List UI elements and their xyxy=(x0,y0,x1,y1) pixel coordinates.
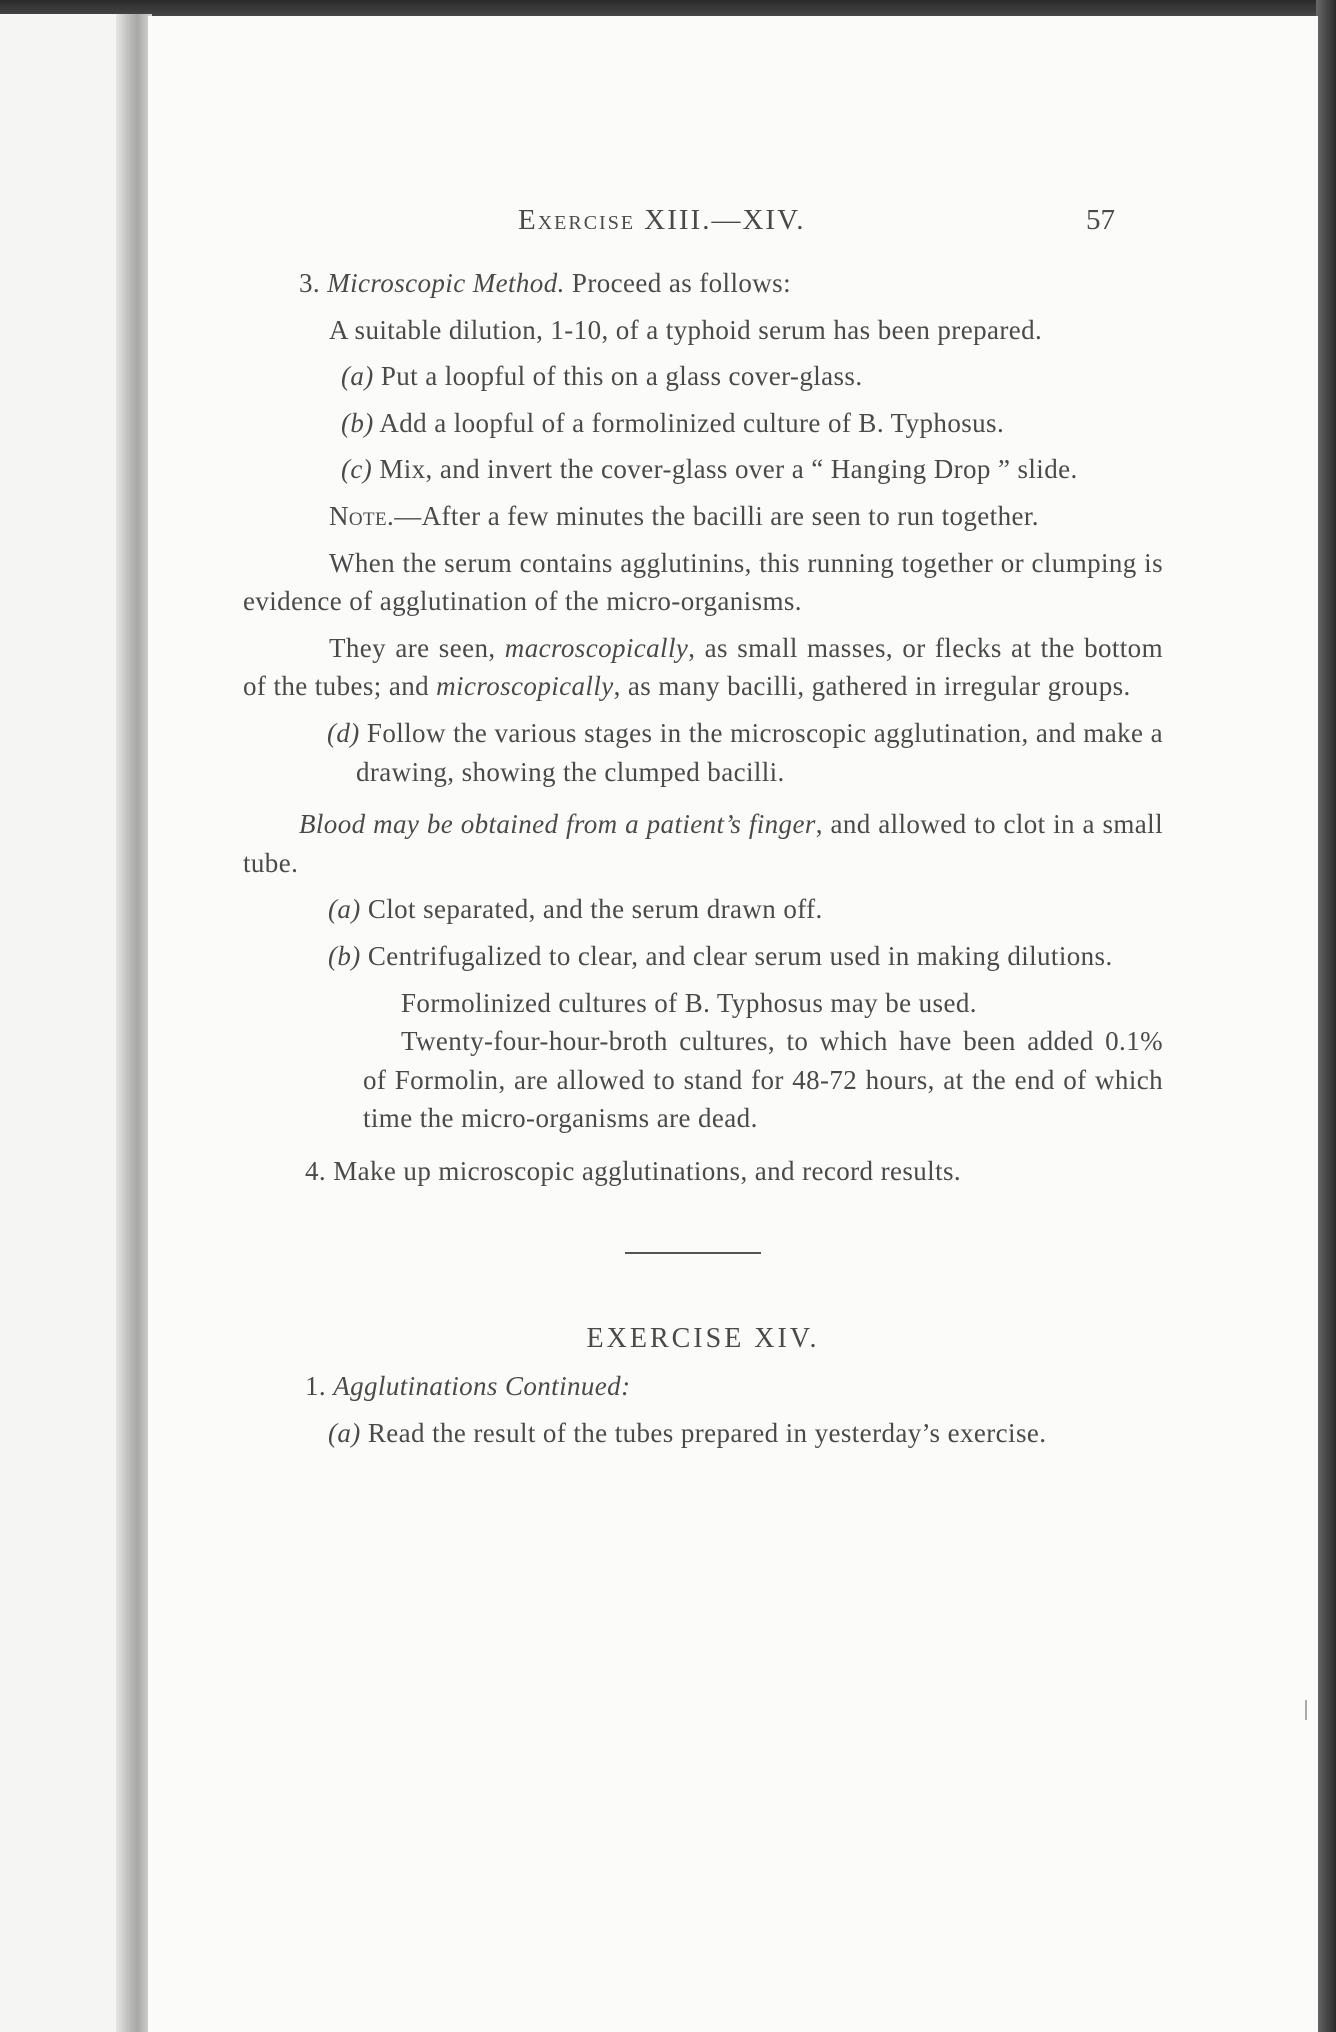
note-text: —After a few minutes the bacilli are seen to run together. xyxy=(394,500,1039,531)
step-label: (a) xyxy=(328,894,361,925)
item-title: Agglutinations Continued: xyxy=(333,1371,631,1402)
formolinized-note: Formolinized cultures of B. Typhosus may be used. xyxy=(401,987,977,1018)
scanner-right-edge xyxy=(1316,0,1336,2032)
seen-text-3: , as many bacilli, gathered in irregular groups. xyxy=(613,671,1131,702)
step-d xyxy=(243,714,1163,791)
clot-step-a xyxy=(243,890,1163,929)
ex14-item1-heading xyxy=(243,1367,1163,1406)
item-intro: Proceed as follows: xyxy=(564,268,791,298)
step-a xyxy=(243,357,1163,396)
agglutinins-paragraph: When the serum contains agglutinins, this running together or clumping is evidence of agglutination of the micro-organisms. xyxy=(243,547,1163,617)
blood-rest: , and allowed to clot in a small tube. xyxy=(243,809,1163,878)
section-divider xyxy=(625,1252,761,1254)
step-text: Mix, and invert the cover-glass over a “ Hanging Drop ” slide. xyxy=(372,454,1078,485)
step-text: Read the result of the tubes prepared in yesterday’s exercise. xyxy=(360,1417,1047,1448)
step-text: Clot separated, and the serum drawn off. xyxy=(360,894,823,925)
running-head: Exercise XIII.—XIV. xyxy=(518,204,806,236)
ex14-step-a xyxy=(243,1414,1163,1453)
step-b xyxy=(243,404,1163,443)
step-label: (b) xyxy=(328,940,361,971)
book-page xyxy=(148,16,1318,2032)
step-label: (a) xyxy=(328,1417,361,1448)
step-text: Follow the various stages in the microscopic agglutination, and make a drawing, showing the clumped bacilli. xyxy=(356,717,1163,787)
broth-cultures-note: Twenty-four-hour-broth cultures, to which have been added 0.1% of Formolin, are allowed to stand for 48-72 hours, at the end of which time the micro-organisms are dead. xyxy=(363,1026,1163,1134)
blood-paragraph xyxy=(243,805,1163,882)
ex13-item3-heading xyxy=(243,264,1163,303)
item-number: 3. xyxy=(299,268,321,298)
ex13-item4: 4. Make up microscopic agglutinations, and record results. xyxy=(305,1155,962,1186)
item-title: Microscopic Method. xyxy=(327,268,565,298)
seen-macro: macroscopically xyxy=(504,632,689,663)
note-paragraph xyxy=(243,497,1163,536)
step-label: (c) xyxy=(341,454,373,485)
page-header xyxy=(148,204,1318,244)
step-label: (d) xyxy=(327,717,360,748)
note-label: Note. xyxy=(329,500,395,531)
ex14-title: EXERCISE XIV. xyxy=(586,1323,820,1355)
seen-text-1: They are seen, xyxy=(329,632,505,663)
book-gutter-shadow xyxy=(116,14,152,2032)
clot-step-b xyxy=(243,937,1163,976)
page-body xyxy=(243,264,1163,1452)
page-number: 57 xyxy=(1086,204,1115,236)
blood-italic: Blood may be obtained from a patient’s finger xyxy=(299,809,816,840)
step-label: (a) xyxy=(341,361,374,392)
seen-micro: microscopically xyxy=(436,671,614,702)
step-text: Centrifugalized to clear, and clear serum used in making dilutions. xyxy=(360,940,1113,971)
dilution-paragraph: A suitable dilution, 1-10, of a typhoid serum has been prepared. xyxy=(329,314,1043,345)
scan-artifact xyxy=(1305,1700,1307,1720)
step-label: (b) xyxy=(341,407,374,438)
seen-text-2: , as small masses, or flecks at the bottom of the tubes; and xyxy=(243,632,1163,702)
item-number: 1. xyxy=(305,1371,327,1402)
step-c xyxy=(243,450,1163,489)
seen-paragraph xyxy=(243,629,1163,706)
step-text: Put a loopful of this on a glass cover-glass. xyxy=(373,361,863,392)
step-text: Add a loopful of a formolinized culture of B. Typhosus. xyxy=(373,407,1005,438)
